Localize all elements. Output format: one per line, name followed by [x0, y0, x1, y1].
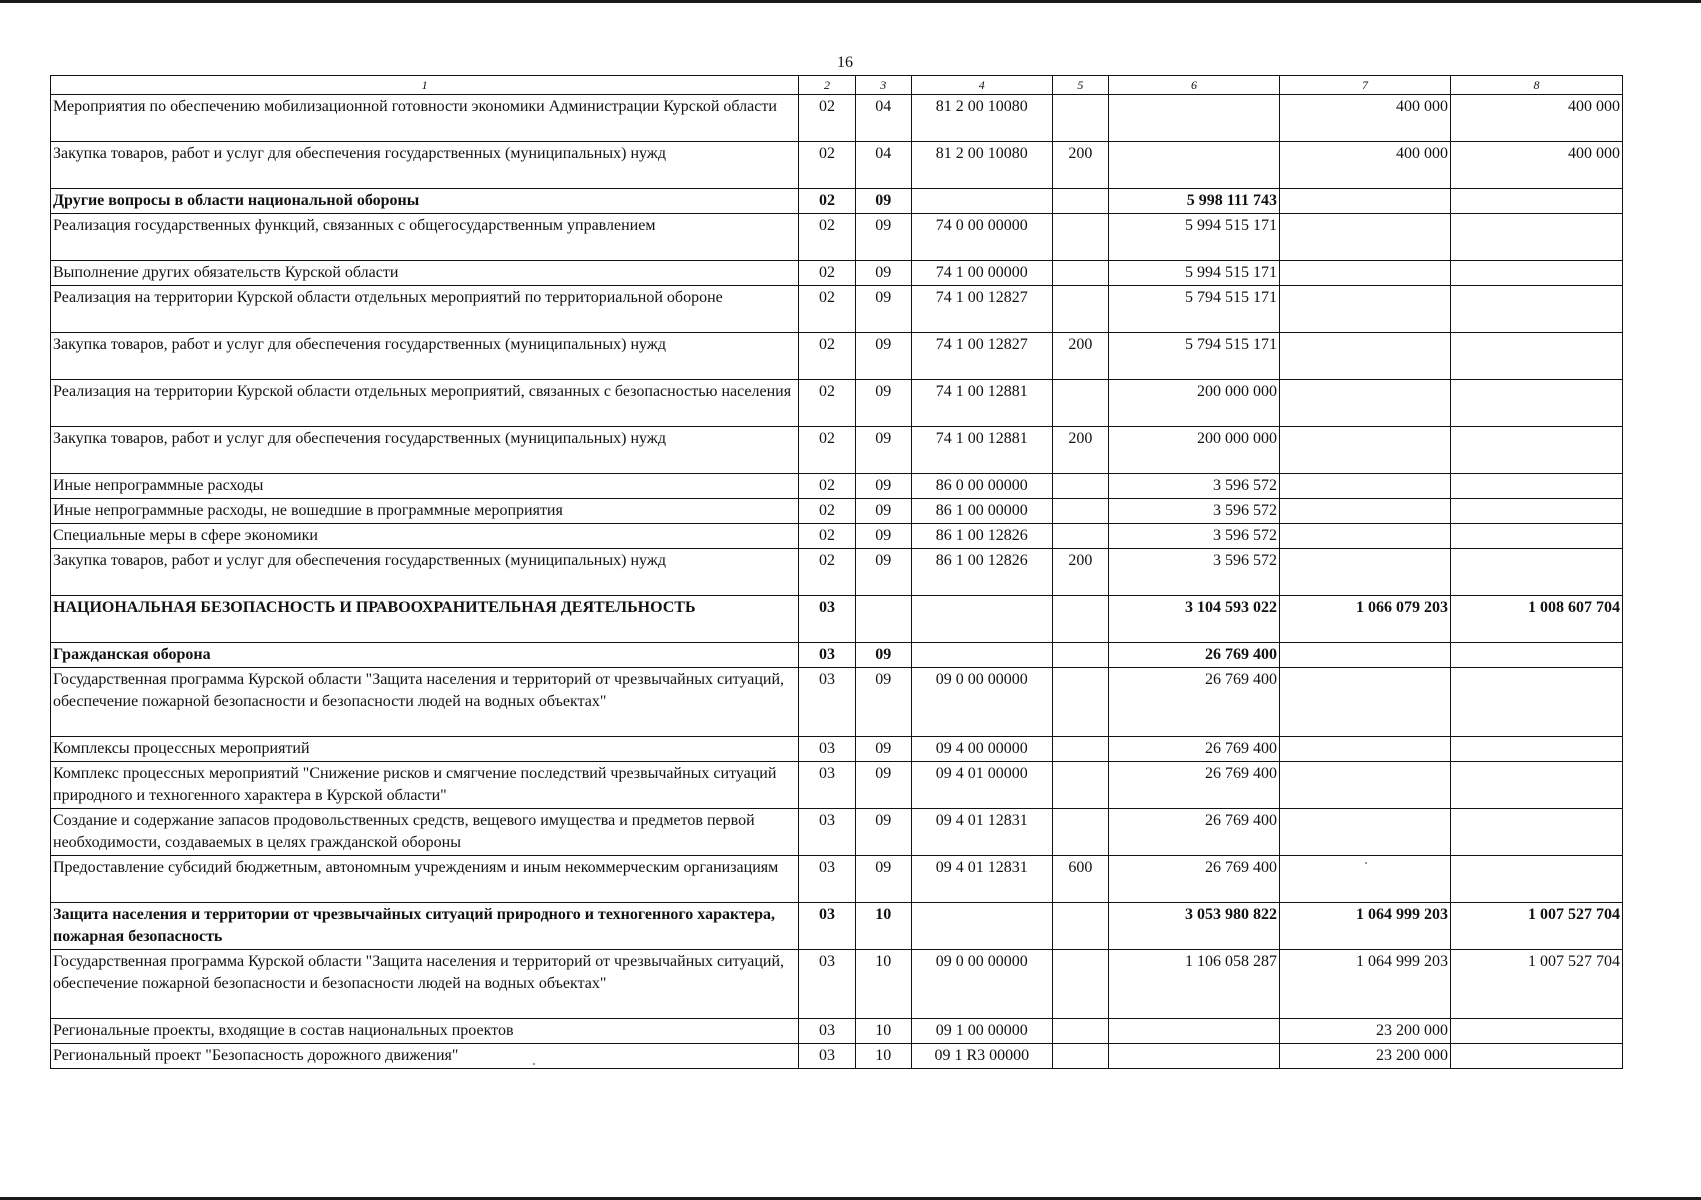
target-article-code: 86 1 00 00000	[911, 499, 1052, 524]
amount-col8: 1 007 527 704	[1450, 950, 1622, 1019]
row-name: Создание и содержание запасов продовольственных средств, вещевого имущества и предметов первой необходимости, создаваемых в целях гражданской обороны	[51, 809, 799, 856]
amount-col8	[1450, 214, 1622, 261]
amount-col8	[1450, 189, 1622, 214]
expense-type-code	[1052, 1019, 1108, 1044]
table-row	[51, 903, 1623, 950]
row-name: Реализация государственных функций, связанных с общегосударственным управлением	[51, 214, 799, 261]
amount-col7	[1279, 286, 1450, 333]
column-number: 1	[51, 76, 799, 95]
amount-col6: 3 104 593 022	[1109, 596, 1280, 643]
row-name: Реализация на территории Курской области отдельных мероприятий по территориальной обороне	[51, 286, 799, 333]
section-code: 02	[799, 95, 855, 142]
amount-col7	[1279, 189, 1450, 214]
amount-col8	[1450, 668, 1622, 737]
amount-col7: 1 066 079 203	[1279, 596, 1450, 643]
amount-col7: 23 200 000	[1279, 1044, 1450, 1069]
row-name: Мероприятия по обеспечению мобилизационной готовности экономики Администрации Курской области	[51, 95, 799, 142]
table-row	[51, 474, 1623, 499]
subsection-code: 09	[855, 524, 911, 549]
expense-type-code	[1052, 1044, 1108, 1069]
subsection-code: 09	[855, 380, 911, 427]
row-name: НАЦИОНАЛЬНАЯ БЕЗОПАСНОСТЬ И ПРАВООХРАНИТЕЛЬНАЯ ДЕЯТЕЛЬНОСТЬ	[51, 596, 799, 643]
section-code: 03	[799, 762, 855, 809]
amount-col7: 400 000	[1279, 95, 1450, 142]
section-code: 02	[799, 261, 855, 286]
subsection-code: 09	[855, 427, 911, 474]
expense-type-code	[1052, 499, 1108, 524]
amount-col7	[1279, 668, 1450, 737]
section-code: 02	[799, 214, 855, 261]
subsection-code: 04	[855, 142, 911, 189]
subsection-code: 09	[855, 499, 911, 524]
column-number: 3	[855, 76, 911, 95]
expense-type-code	[1052, 286, 1108, 333]
amount-col7: 1 064 999 203	[1279, 903, 1450, 950]
expense-type-code	[1052, 762, 1108, 809]
amount-col8	[1450, 261, 1622, 286]
amount-col8	[1450, 762, 1622, 809]
expense-type-code	[1052, 950, 1108, 1019]
table-row	[51, 596, 1623, 643]
expense-type-code	[1052, 380, 1108, 427]
column-number: 4	[911, 76, 1052, 95]
row-name: Другие вопросы в области национальной обороны	[51, 189, 799, 214]
target-article-code	[911, 189, 1052, 214]
amount-col7	[1279, 380, 1450, 427]
expense-type-code: 600	[1052, 856, 1108, 903]
section-code: 03	[799, 903, 855, 950]
amount-col8	[1450, 643, 1622, 668]
amount-col8: 1 007 527 704	[1450, 903, 1622, 950]
table-row	[51, 737, 1623, 762]
table-header-row	[51, 76, 1623, 95]
amount-col6: 26 769 400	[1109, 643, 1280, 668]
section-code: 02	[799, 549, 855, 596]
expense-type-code	[1052, 643, 1108, 668]
target-article-code: 09 4 01 12831	[911, 856, 1052, 903]
row-name: Региональные проекты, входящие в состав национальных проектов	[51, 1019, 799, 1044]
column-number: 7	[1279, 76, 1450, 95]
target-article-code: 74 1 00 12881	[911, 380, 1052, 427]
section-code: 03	[799, 809, 855, 856]
subsection-code: 09	[855, 261, 911, 286]
amount-col6: 3 596 572	[1109, 474, 1280, 499]
amount-col7	[1279, 643, 1450, 668]
target-article-code: 86 1 00 12826	[911, 549, 1052, 596]
target-article-code: 09 0 00 00000	[911, 950, 1052, 1019]
table-row	[51, 333, 1623, 380]
target-article-code: 74 1 00 00000	[911, 261, 1052, 286]
subsection-code: 09	[855, 668, 911, 737]
target-article-code: 09 0 00 00000	[911, 668, 1052, 737]
row-name: Комплекс процессных мероприятий "Снижение рисков и смягчение последствий чрезвычайных ситуаций природного и техногенного характера в Курской области"	[51, 762, 799, 809]
subsection-code: 10	[855, 950, 911, 1019]
section-code: 02	[799, 524, 855, 549]
section-code: 02	[799, 380, 855, 427]
expense-type-code	[1052, 809, 1108, 856]
amount-col6: 26 769 400	[1109, 668, 1280, 737]
table-row	[51, 668, 1623, 737]
section-code: 02	[799, 189, 855, 214]
expense-type-code: 200	[1052, 549, 1108, 596]
target-article-code: 74 1 00 12827	[911, 286, 1052, 333]
section-code: 02	[799, 333, 855, 380]
amount-col6: 5 998 111 743	[1109, 189, 1280, 214]
section-code: 03	[799, 1044, 855, 1069]
amount-col6: 5 794 515 171	[1109, 286, 1280, 333]
amount-col8: 1 008 607 704	[1450, 596, 1622, 643]
amount-col6: 5 994 515 171	[1109, 214, 1280, 261]
expense-type-code	[1052, 214, 1108, 261]
amount-col6: 3 053 980 822	[1109, 903, 1280, 950]
amount-col7	[1279, 524, 1450, 549]
amount-col6: 1 106 058 287	[1109, 950, 1280, 1019]
row-name: Закупка товаров, работ и услуг для обеспечения государственных (муниципальных) нужд	[51, 142, 799, 189]
section-code: 02	[799, 427, 855, 474]
target-article-code	[911, 596, 1052, 643]
row-name: Комплексы процессных мероприятий	[51, 737, 799, 762]
expense-type-code	[1052, 261, 1108, 286]
section-code: 03	[799, 668, 855, 737]
row-name: Закупка товаров, работ и услуг для обеспечения государственных (муниципальных) нужд	[51, 427, 799, 474]
expense-type-code	[1052, 596, 1108, 643]
subsection-code: 09	[855, 643, 911, 668]
page-number: 16	[837, 54, 853, 71]
table-row	[51, 549, 1623, 596]
amount-col7	[1279, 474, 1450, 499]
amount-col8	[1450, 333, 1622, 380]
expense-type-code	[1052, 95, 1108, 142]
target-article-code: 09 4 01 12831	[911, 809, 1052, 856]
expense-type-code	[1052, 474, 1108, 499]
row-name: Выполнение других обязательств Курской области	[51, 261, 799, 286]
subsection-code: 09	[855, 856, 911, 903]
target-article-code: 09 1 00 00000	[911, 1019, 1052, 1044]
table-row	[51, 189, 1623, 214]
amount-col8	[1450, 1044, 1622, 1069]
amount-col7	[1279, 214, 1450, 261]
section-code: 02	[799, 286, 855, 333]
row-name: Иные непрограммные расходы	[51, 474, 799, 499]
row-name: Специальные меры в сфере экономики	[51, 524, 799, 549]
section-code: 03	[799, 737, 855, 762]
section-code: 03	[799, 1019, 855, 1044]
amount-col7	[1279, 333, 1450, 380]
table-row	[51, 950, 1623, 1019]
row-name: Государственная программа Курской области "Защита населения и территорий от чрезвычайных ситуаций, обеспечение пожарной безопасности и безопасности людей на водных объектах"	[51, 668, 799, 737]
subsection-code: 09	[855, 737, 911, 762]
amount-col6: 5 794 515 171	[1109, 333, 1280, 380]
table-row	[51, 499, 1623, 524]
section-code: 02	[799, 499, 855, 524]
expense-type-code	[1052, 524, 1108, 549]
amount-col8	[1450, 474, 1622, 499]
amount-col6	[1109, 142, 1280, 189]
amount-col8	[1450, 809, 1622, 856]
section-code: 02	[799, 474, 855, 499]
row-name: Иные непрограммные расходы, не вошедшие в программные мероприятия	[51, 499, 799, 524]
target-article-code: 86 1 00 12826	[911, 524, 1052, 549]
amount-col8	[1450, 499, 1622, 524]
target-article-code: 86 0 00 00000	[911, 474, 1052, 499]
section-code: 03	[799, 596, 855, 643]
table-row	[51, 643, 1623, 668]
row-name: Реализация на территории Курской области отдельных мероприятий, связанных с безопасностью населения	[51, 380, 799, 427]
expense-type-code: 200	[1052, 142, 1108, 189]
subsection-code: 09	[855, 189, 911, 214]
target-article-code: 09 4 00 00000	[911, 737, 1052, 762]
table-row	[51, 809, 1623, 856]
subsection-code: 09	[855, 549, 911, 596]
amount-col6: 3 596 572	[1109, 524, 1280, 549]
amount-col8	[1450, 427, 1622, 474]
expense-type-code	[1052, 903, 1108, 950]
amount-col6	[1109, 1019, 1280, 1044]
expense-type-code	[1052, 668, 1108, 737]
amount-col7	[1279, 762, 1450, 809]
table-row	[51, 95, 1623, 142]
table-row	[51, 856, 1623, 903]
subsection-code: 09	[855, 286, 911, 333]
target-article-code	[911, 903, 1052, 950]
amount-col7: 1 064 999 203	[1279, 950, 1450, 1019]
amount-col8	[1450, 737, 1622, 762]
subsection-code: 09	[855, 333, 911, 380]
row-name: Закупка товаров, работ и услуг для обеспечения государственных (муниципальных) нужд	[51, 333, 799, 380]
subsection-code: 04	[855, 95, 911, 142]
target-article-code: 74 1 00 12827	[911, 333, 1052, 380]
section-code: 03	[799, 856, 855, 903]
subsection-code: 09	[855, 809, 911, 856]
target-article-code: 81 2 00 10080	[911, 95, 1052, 142]
amount-col7: 23 200 000	[1279, 1019, 1450, 1044]
amount-col7	[1279, 549, 1450, 596]
scan-edge-top	[0, 0, 1701, 3]
amount-col6: 200 000 000	[1109, 380, 1280, 427]
column-number: 8	[1450, 76, 1622, 95]
row-name: Закупка товаров, работ и услуг для обеспечения государственных (муниципальных) нужд	[51, 549, 799, 596]
target-article-code	[911, 643, 1052, 668]
section-code: 03	[799, 950, 855, 1019]
expense-type-code: 200	[1052, 427, 1108, 474]
amount-col7: 400 000	[1279, 142, 1450, 189]
amount-col8	[1450, 524, 1622, 549]
amount-col6: 26 769 400	[1109, 737, 1280, 762]
row-name: Предоставление субсидий бюджетным, автономным учреждениям и иным некоммерческим организациям	[51, 856, 799, 903]
expense-type-code: 200	[1052, 333, 1108, 380]
table-row	[51, 1019, 1623, 1044]
amount-col6: 3 596 572	[1109, 549, 1280, 596]
target-article-code: 09 4 01 00000	[911, 762, 1052, 809]
amount-col6	[1109, 1044, 1280, 1069]
budget-table	[50, 75, 1623, 1069]
table-row	[51, 762, 1623, 809]
amount-col8	[1450, 856, 1622, 903]
amount-col8: 400 000	[1450, 95, 1622, 142]
row-name: Гражданская оборона	[51, 643, 799, 668]
table-row	[51, 427, 1623, 474]
table-row	[51, 214, 1623, 261]
amount-col6	[1109, 95, 1280, 142]
expense-type-code	[1052, 737, 1108, 762]
target-article-code: 74 0 00 00000	[911, 214, 1052, 261]
amount-col8	[1450, 286, 1622, 333]
column-number: 2	[799, 76, 855, 95]
subsection-code: 10	[855, 1019, 911, 1044]
expense-type-code	[1052, 189, 1108, 214]
target-article-code: 09 1 R3 00000	[911, 1044, 1052, 1069]
amount-col7	[1279, 809, 1450, 856]
scan-speck	[1365, 862, 1367, 864]
amount-col6: 3 596 572	[1109, 499, 1280, 524]
table-row	[51, 286, 1623, 333]
table-row	[51, 1044, 1623, 1069]
column-number: 5	[1052, 76, 1108, 95]
subsection-code: 09	[855, 762, 911, 809]
target-article-code: 81 2 00 10080	[911, 142, 1052, 189]
table-row	[51, 142, 1623, 189]
amount-col6: 26 769 400	[1109, 762, 1280, 809]
amount-col8	[1450, 380, 1622, 427]
amount-col6: 5 994 515 171	[1109, 261, 1280, 286]
subsection-code: 09	[855, 474, 911, 499]
amount-col6: 26 769 400	[1109, 809, 1280, 856]
target-article-code: 74 1 00 12881	[911, 427, 1052, 474]
section-code: 03	[799, 643, 855, 668]
subsection-code: 10	[855, 1044, 911, 1069]
row-name: Региональный проект "Безопасность дорожного движения"	[51, 1044, 799, 1069]
subsection-code	[855, 596, 911, 643]
table-row	[51, 380, 1623, 427]
amount-col6: 26 769 400	[1109, 856, 1280, 903]
subsection-code: 10	[855, 903, 911, 950]
amount-col7	[1279, 737, 1450, 762]
subsection-code: 09	[855, 214, 911, 261]
amount-col7	[1279, 427, 1450, 474]
amount-col8: 400 000	[1450, 142, 1622, 189]
amount-col6: 200 000 000	[1109, 427, 1280, 474]
amount-col7	[1279, 499, 1450, 524]
column-number: 6	[1109, 76, 1280, 95]
amount-col7	[1279, 261, 1450, 286]
row-name: Защита населения и территории от чрезвычайных ситуаций природного и техногенного характера, пожарная безопасность	[51, 903, 799, 950]
table-row	[51, 524, 1623, 549]
row-name: Государственная программа Курской области "Защита населения и территорий от чрезвычайных ситуаций, обеспечение пожарной безопасности и безопасности людей на водных объектах"	[51, 950, 799, 1019]
section-code: 02	[799, 142, 855, 189]
amount-col8	[1450, 549, 1622, 596]
scan-speck	[533, 1063, 535, 1065]
amount-col8	[1450, 1019, 1622, 1044]
table-row	[51, 261, 1623, 286]
